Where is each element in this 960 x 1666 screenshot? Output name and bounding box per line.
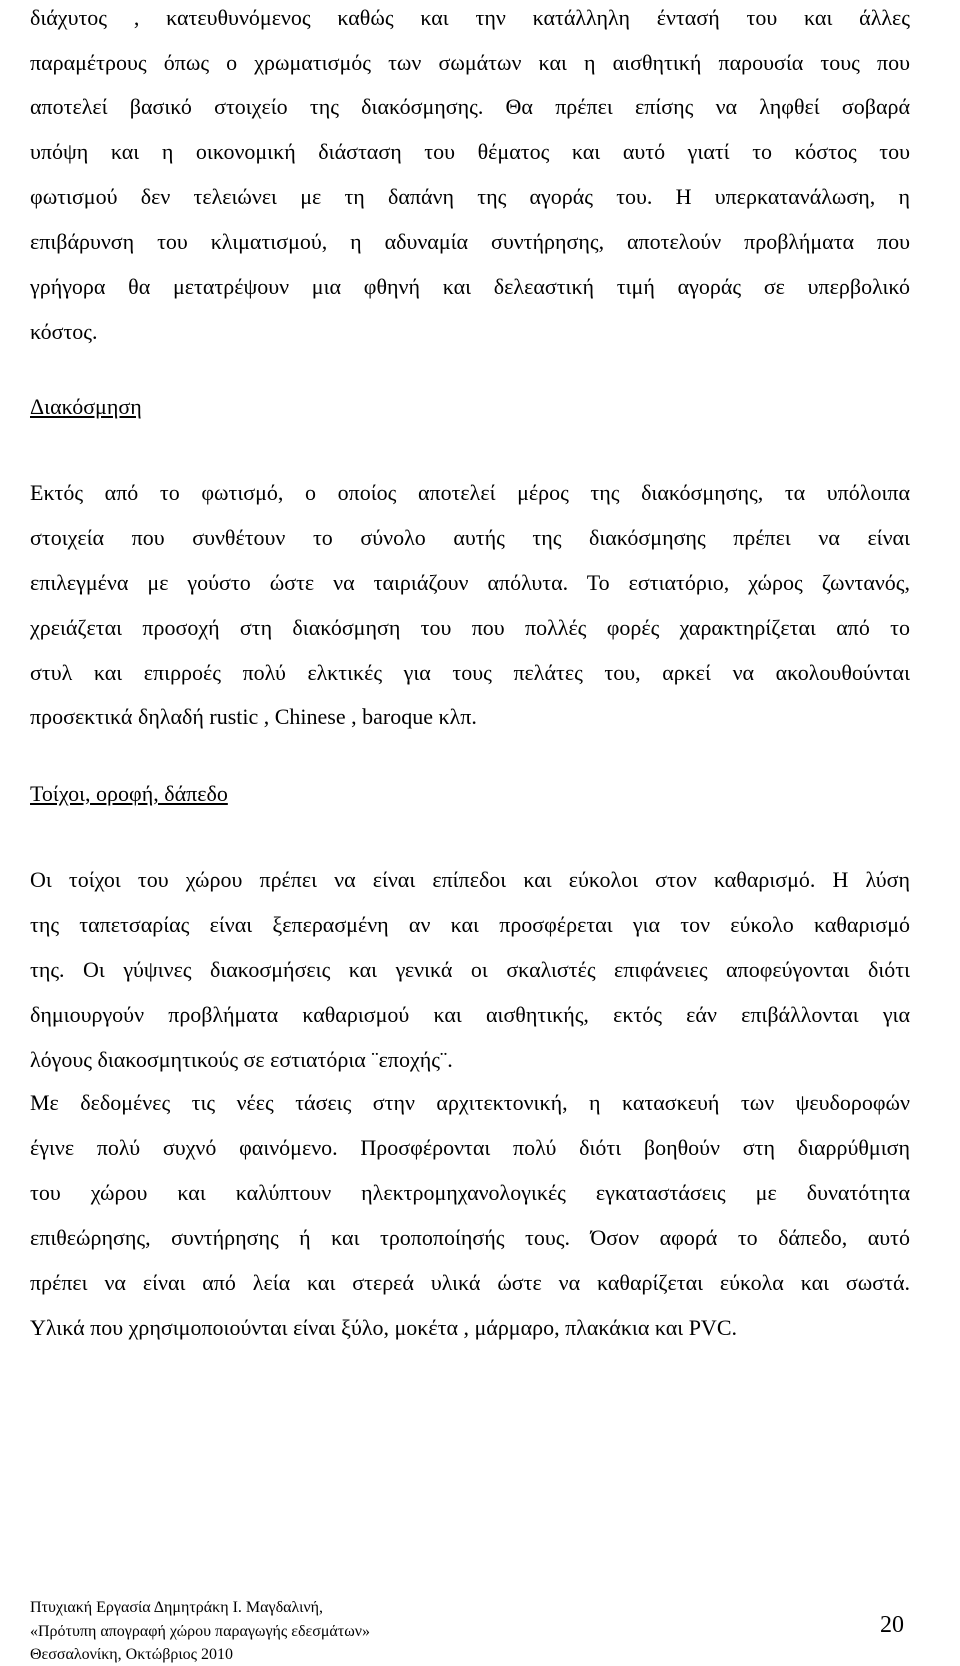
paragraph-line: επιβάρυνση του κλιματισμού, η αδυναμία συντήρησης, αποτελούν προβλήματα που (30, 229, 910, 254)
paragraph-line: λόγους διακοσμητικούς σε εστιατόρια ¨εποχής¨. (30, 1047, 453, 1072)
paragraph-line: επιλεγμένα με γούστο ώστε να ταιριάζουν απόλυτα. Το εστιατόριο, χώρος ζωντανός, (30, 570, 910, 595)
footer-thesis-author: Πτυχιακή Εργασία Δημητράκη Ι. Μαγδαλινή, (30, 1599, 323, 1616)
paragraph-line: χρειάζεται προσοχή στη διακόσμηση του που πολλές φορές χαρακτηρίζεται από το (30, 615, 910, 640)
paragraph-line: έγινε πολύ συχνό φαινόμενο. Προσφέρονται πολύ διότι βοηθούν στη διαρρύθμιση (30, 1135, 910, 1160)
paragraph-line: κόστος. (30, 319, 98, 344)
paragraph-line: γρήγορα θα μετατρέψουν μια φθηνή και δελεαστική τιμή αγοράς σε υπερβολικό (30, 274, 910, 299)
paragraph-line: διάχυτος , κατευθυνόμενος καθώς και την κατάλληλη έντασή του και άλλες (30, 5, 910, 30)
paragraph-line: της ταπετσαρίας είναι ξεπερασμένη αν και προσφέρεται για τον εύκολο καθαρισμό (30, 912, 910, 937)
section-heading-decoration: Διακόσμηση (30, 394, 142, 419)
paragraph-line: δημιουργούν προβλήματα καθαρισμού και αισθητικής, εκτός εάν επιβάλλονται για (30, 1002, 910, 1027)
paragraph-line: στυλ και επιρροές πολύ ελκτικές για τους πελάτες του, αρκεί να ακολουθούνται (30, 660, 910, 685)
paragraph-line: πρέπει να είναι από λεία και στερεά υλικά ώστε να καθαρίζεται εύκολα και σωστά. (30, 1270, 910, 1295)
paragraph-line: Με δεδομένες τις νέες τάσεις στην αρχιτεκτονική, η κατασκευή των ψευδοροφών (30, 1090, 910, 1115)
paragraph-line: παραμέτρους όπως ο χρωματισμός των σωμάτων και η αισθητική παρουσία τους που (30, 50, 910, 75)
paragraph-line: Εκτός από το φωτισμό, ο οποίος αποτελεί μέρος της διακόσμησης, τα υπόλοιπα (30, 480, 910, 505)
footer-location-date: Θεσσαλονίκη, Οκτώβριος 2010 (30, 1646, 233, 1663)
paragraph-line: υπόψη και η οικονομική διάσταση του θέματος και αυτό γιατί το κόστος του (30, 139, 910, 164)
paragraph-line: της. Οι γύψινες διακοσμήσεις και γενικά οι σκαλιστές επιφάνειες αποφεύγονται διότι (30, 957, 910, 982)
footer-thesis-title: «Πρότυπη απογραφή χώρου παραγωγής εδεσμάτων» (30, 1623, 370, 1640)
paragraph-line: φωτισμού δεν τελειώνει με τη δαπάνη της αγοράς του. Η υπερκατανάλωση, η (30, 184, 910, 209)
paragraph-line: αποτελεί βασικό στοιχείο της διακόσμησης. Θα πρέπει επίσης να ληφθεί σοβαρά (30, 94, 910, 119)
paragraph-line: Οι τοίχοι του χώρου πρέπει να είναι επίπεδοι και εύκολοι στον καθαρισμό. Η λύση (30, 867, 910, 892)
page-number: 20 (880, 1612, 904, 1638)
section-heading-walls: Τοίχοι, οροφή, δάπεδο (30, 781, 228, 806)
paragraph-line: επιθεώρησης, συντήρησης ή και τροποποίησής τους. Όσον αφορά το δάπεδο, αυτό (30, 1225, 910, 1250)
paragraph-line: στοιχεία που συνθέτουν το σύνολο αυτής της διακόσμησης πρέπει να είναι (30, 525, 910, 550)
paragraph-line: Υλικά που χρησιμοποιούνται είναι ξύλο, μοκέτα , μάρμαρο, πλακάκια και PVC. (30, 1315, 737, 1340)
paragraph-line: του χώρου και καλύπτουν ηλεκτρομηχανολογικές εγκαταστάσεις με δυνατότητα (30, 1180, 910, 1205)
paragraph-line: προσεκτικά δηλαδή rustic , Chinese , baroque κλπ. (30, 704, 477, 729)
